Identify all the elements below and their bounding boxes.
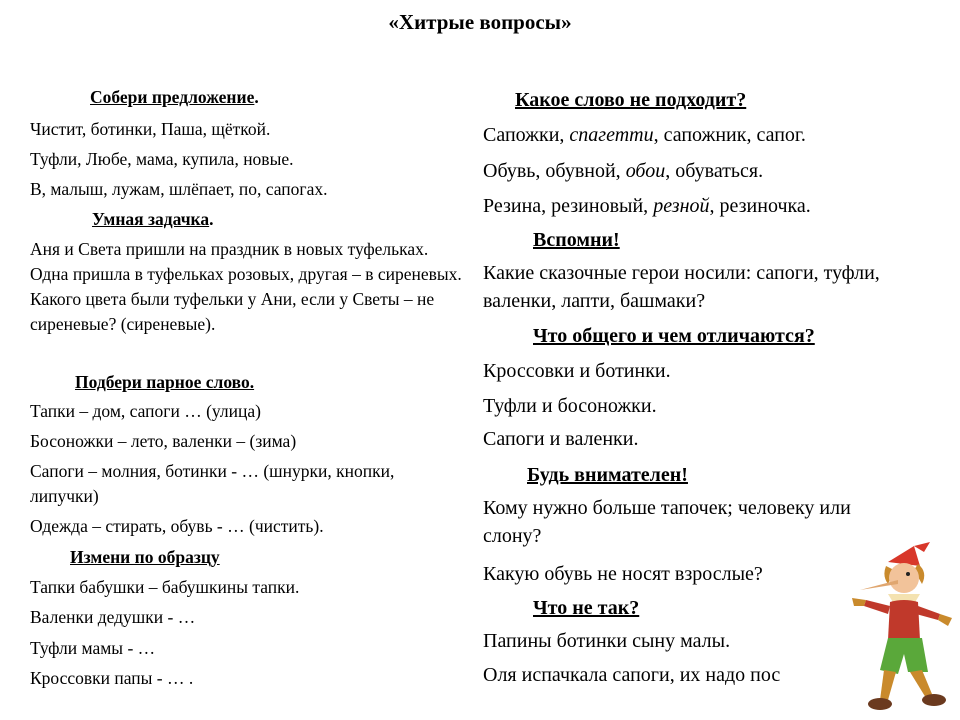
right-line: Туфли и босоножки. xyxy=(483,395,657,417)
heading-odd-word: Какое слово не подходит? xyxy=(515,89,747,111)
left-line: Туфли мамы - … xyxy=(30,638,156,658)
left-line: Туфли, Любе, мама, купила, новые. xyxy=(30,149,294,169)
heading-remember: Вспомни! xyxy=(533,229,620,251)
page-title: «Хитрые вопросы» xyxy=(388,10,572,34)
right-line: Сапоги и валенки. xyxy=(483,428,639,450)
heading-whats-wrong: Что не так? xyxy=(533,597,640,619)
left-line: Кроссовки папы - … . xyxy=(30,668,194,688)
left-paragraph-task: Аня и Света пришли на праздник в новых туфельках. Одна пришла в туфельках розовых, другая – в сиреневых. Какого цвета были туфельки у Ани, если у Светы – не сиреневые? (сиреневые). xyxy=(30,239,462,334)
left-paragraph: Сапоги – молния, ботинки - … (шнурки, кнопки, липучки) xyxy=(30,461,395,506)
heading-assemble-sentence: Собери предложение. xyxy=(90,87,259,107)
heading-smart-task: Умная задачка. xyxy=(92,209,214,229)
heading-be-attentive: Будь внимателен! xyxy=(527,464,688,486)
right-line: Сапожки, спагетти, сапожник, сапог. xyxy=(483,124,806,146)
right-paragraph: Кому нужно больше тапочек; человеку или слону? xyxy=(483,497,851,547)
right-line: Папины ботинки сыну малы. xyxy=(483,630,731,652)
right-line: Обувь, обувной, обои, обуваться. xyxy=(483,160,764,182)
left-line: Босоножки – лето, валенки – (зима) xyxy=(30,431,297,451)
left-line: Валенки дедушки - … xyxy=(30,607,196,627)
right-line: Кроссовки и ботинки. xyxy=(483,360,671,382)
heading-pair-word: Подбери парное слово. xyxy=(75,372,255,392)
right-line: Какую обувь не носят взрослые? xyxy=(483,563,763,585)
left-line: В, малыш, лужам, шлёпает, по, сапогах. xyxy=(30,179,328,199)
heading-common-different: Что общего и чем отличаются? xyxy=(533,325,815,347)
left-line: Тапки – дом, сапоги … (улица) xyxy=(30,401,261,421)
heading-change-by-sample: Измени по образцу xyxy=(70,547,220,567)
left-line: Тапки бабушки – бабушкины тапки. xyxy=(30,577,300,597)
left-line: Чистит, ботинки, Паша, щёткой. xyxy=(30,119,271,139)
pinocchio-illustration xyxy=(840,540,960,720)
left-line: Одежда – стирать, обувь - … (чистить). xyxy=(30,516,324,536)
right-line: Резина, резиновый, резной, резиночка. xyxy=(483,195,811,217)
right-paragraph: Какие сказочные герои носили: сапоги, туфли, валенки, лапти, башмаки? xyxy=(483,262,880,312)
right-line: Оля испачкала сапоги, их надо пос xyxy=(483,664,781,686)
